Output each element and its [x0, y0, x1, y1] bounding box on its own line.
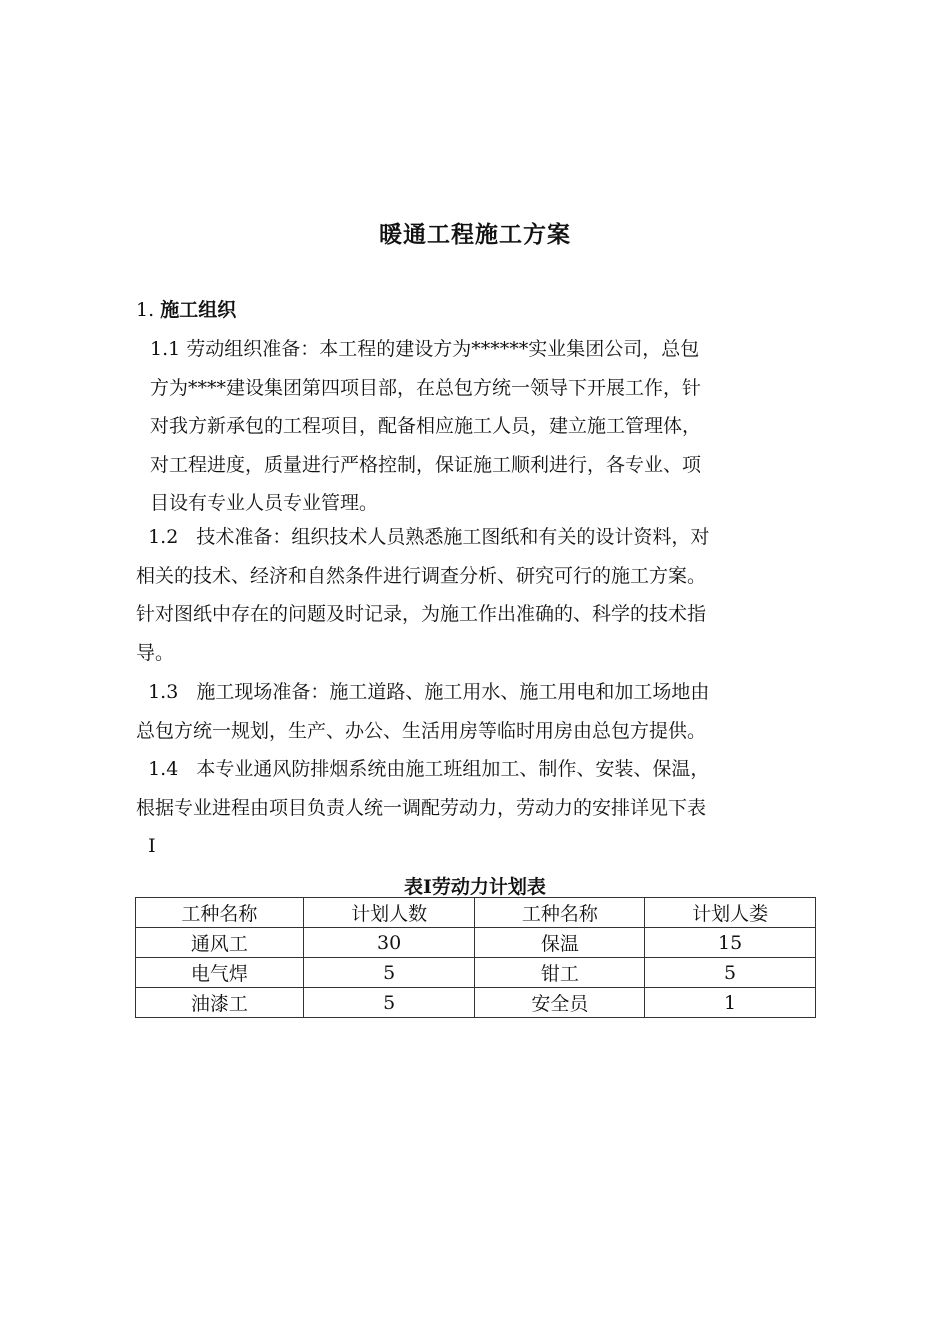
table-cell: 30: [303, 928, 475, 958]
paragraph-1-4: [136, 750, 816, 866]
table-header-row: [136, 898, 816, 928]
section-heading: [136, 295, 236, 322]
table-cell: 油漆工: [136, 988, 304, 1018]
table-cell: 通风工: [136, 928, 304, 958]
table-cell: 安全员: [475, 988, 645, 1018]
paragraph-line: 相关的技术、经济和自然条件进行调查分析、研究可行的施工方案。: [136, 564, 707, 587]
table-cell: 电气焊: [136, 958, 304, 988]
table-header-cell: 工种名称: [475, 898, 645, 928]
table-header-cell: 计划人娄: [645, 898, 816, 928]
paragraph-1-1: [150, 330, 816, 523]
paragraph-line: 对工程进度，质量进行严格控制，保证施工顺利进行，各专业、项: [150, 453, 702, 476]
table-header-cell: 计划人数: [303, 898, 475, 928]
section-number: 1.: [136, 299, 155, 321]
paragraph-1-3: [136, 673, 816, 750]
table-row: [136, 958, 816, 988]
section-heading-text: 施工组织: [160, 299, 237, 321]
table-header-cell: 工种名称: [136, 898, 304, 928]
labor-plan-table: [135, 897, 816, 1018]
paragraph-line: 对我方新承包的工程项目，配备相应施工人员，建立施工管理体，: [150, 415, 702, 438]
table-cell: 5: [645, 958, 816, 988]
paragraph-line: 针对图纸中存在的问题及时记录，为施工作出准确的、科学的技术指: [136, 603, 707, 626]
paragraph-line: 1.2 技术准备：组织技术人员熟悉施工图纸和有关的设计资料，对: [136, 526, 710, 548]
paragraph-line: 根据专业进程由项目负责人统一调配劳动力，劳动力的安排详见下表: [136, 796, 707, 819]
paragraph-line: 目设有专业人员专业管理。: [150, 492, 379, 515]
table-cell: 1: [645, 988, 816, 1018]
table-row: [136, 988, 816, 1018]
paragraph-line: 总包方统一规划，生产、办公、生活用房等临时用房由总包方提供。: [136, 719, 707, 742]
table-cell: 保温: [475, 928, 645, 958]
paragraph-line: I: [136, 835, 156, 858]
document-title: 暖通工程施工方案: [379, 222, 571, 248]
paragraph-1-2: [136, 518, 816, 672]
table-row: [136, 928, 816, 958]
table-cell: 15: [645, 928, 816, 958]
paragraph-line: 方为****建设集团第四项目部，在总包方统一领导下开展工作，针: [150, 376, 702, 399]
table-caption: 表Ⅰ劳动力计划表: [404, 876, 546, 898]
table-cell: 5: [303, 988, 475, 1018]
paragraph-line: 导。: [136, 641, 175, 664]
table-cell: 5: [303, 958, 475, 988]
paragraph-line: 1.1 劳动组织准备：本工程的建设方为******实业集团公司，总包: [150, 338, 700, 360]
paragraph-line: 1.4 本专业通风防排烟系统由施工班组加工、制作、安装、保温，: [136, 758, 710, 780]
table-cell: 钳工: [475, 958, 645, 988]
paragraph-line: 1.3 施工现场准备：施工道路、施工用水、施工用电和加工场地由: [136, 681, 710, 703]
